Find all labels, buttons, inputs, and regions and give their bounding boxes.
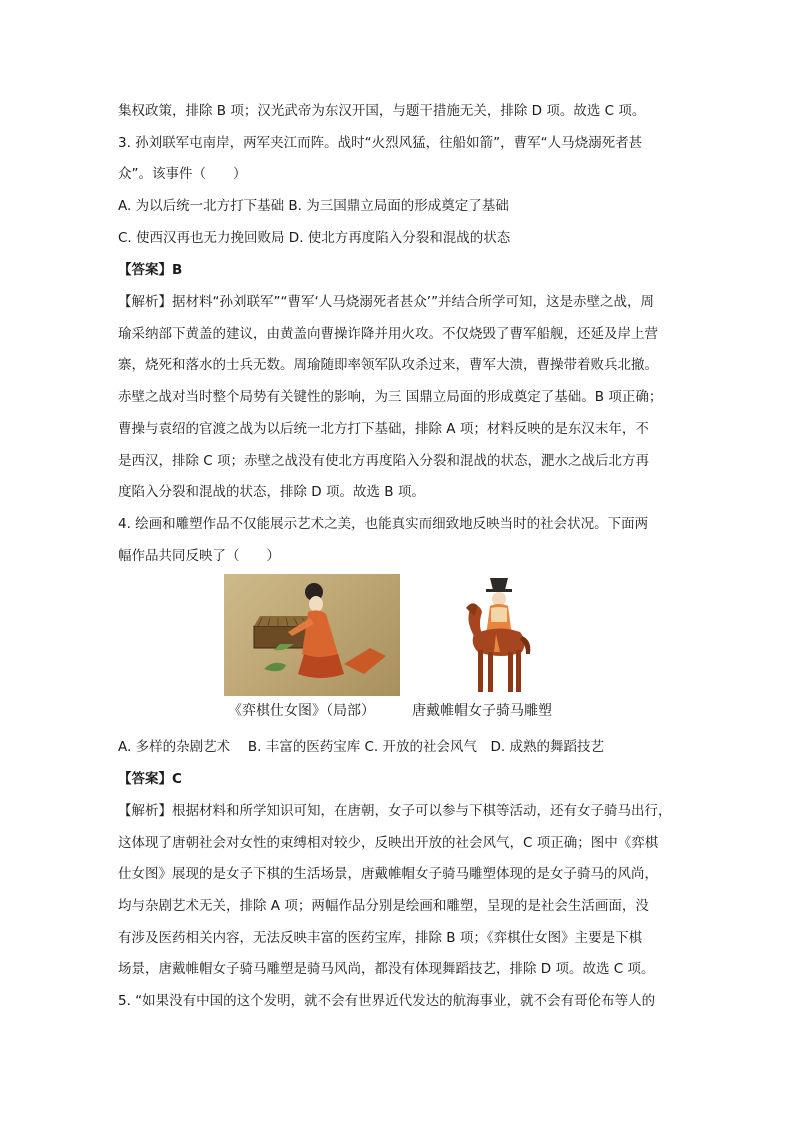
answer-label: 【答案】C bbox=[118, 771, 182, 787]
analysis-line: 寨，烧死和落水的士兵无数。周瑜随即率领军队攻杀过来，曹军大溃，曹操带着败兵北撤。 bbox=[118, 357, 658, 373]
question-4-stem-end: 幅作品共同反映了（ ） bbox=[118, 548, 280, 564]
rider-sculpture-image bbox=[444, 574, 554, 699]
question-4-stem: 4. 绘画和雕塑作品不仅能展示艺术之美，也能真实而细致地反映当时的社会状况。下面两 bbox=[118, 516, 649, 532]
question-3-options-cd: C. 使西汉再也无力挽回败局 D. 使北方再度陷入分裂和混战的状态 bbox=[118, 230, 511, 246]
analysis-line: 是西汉，排除 C 项；赤壁之战没有使北方再度陷入分裂和混战的状态，淝水之战后北方再 bbox=[118, 453, 650, 469]
sculpture-caption: 唐戴帷帽女子骑马雕塑 bbox=[412, 703, 552, 719]
analysis-line: 仕女图》展现的是女子下棋的生活场景，唐戴帷帽女子骑马雕塑体现的是女子骑马的风尚， bbox=[118, 866, 658, 882]
analysis-line: 瑜采纳部下黄盖的建议，由黄盖向曹操诈降并用火攻。不仅烧毁了曹军船舰，还延及岸上营 bbox=[118, 326, 658, 342]
question-5-stem: 5. “如果没有中国的这个发明，就不会有世界近代发达的航海事业，就不会有哥伦布等人的 bbox=[118, 993, 656, 1009]
figure-group bbox=[224, 574, 664, 724]
answer-label: 【答案】B bbox=[118, 262, 183, 278]
analysis-line: 赤壁之战对当时整个局势有关键性的影响，为三 国鼎立局面的形成奠定了基础。B 项正确； bbox=[118, 389, 663, 405]
painting-caption: 《弈棋仕女图》（局部） bbox=[228, 703, 375, 719]
analysis-line: 曹操与袁绍的官渡之战为以后统一北方打下基础，排除 A 项；材料反映的是东汉末年，不 bbox=[118, 421, 649, 437]
analysis-line: 有涉及医药相关内容，无法反映丰富的医药宝库，排除 B 项；《弈棋仕女图》主要是下棋 bbox=[118, 930, 643, 946]
text-line: 集权政策，排除 B 项；汉光武帝为东汉开国，与题干措施无关，排除 D 项。故选 C 项。 bbox=[118, 103, 646, 119]
question-3-stem: 3. 孙刘联军屯南岸，两军夹江而阵。战时“火烈风猛，往船如箭”，曹军“人马烧溺死者甚 bbox=[118, 135, 643, 151]
analysis-line: 均与杂剧艺术无关，排除 A 项；两幅作品分别是绘画和雕塑，呈现的是社会生活画面，没 bbox=[118, 898, 649, 914]
question-4-options: A. 多样的杂剧艺术 B. 丰富的医药宝库 C. 开放的社会风气 D. 成熟的舞蹈技艺 bbox=[118, 739, 604, 755]
analysis-line: 【解析】据材料“孙刘联军”“曹军‘人马烧溺死者甚众’”并结合所学可知，这是赤壁之战，周 bbox=[118, 294, 655, 310]
analysis-line: 【解析】根据材料和所学知识可知，在唐朝，女子可以参与下棋等活动，还有女子骑马出行， bbox=[118, 803, 672, 819]
go-painting-image bbox=[224, 574, 400, 696]
question-3-stem-end: 众”。该事件（ ） bbox=[118, 166, 247, 182]
analysis-line: 场景，唐戴帷帽女子骑马雕塑是骑马风尚，都没有体现舞蹈技艺，排除 D 项。故选 C 项。 bbox=[118, 961, 655, 977]
analysis-line: 这体现了唐朝社会对女性的束缚相对较少，反映出开放的社会风气，C 项正确；图中《弈棋 bbox=[118, 835, 659, 851]
question-3-options-ab: A. 为以后统一北方打下基础 B. 为三国鼎立局面的形成奠定了基础 bbox=[118, 198, 509, 214]
analysis-line: 度陷入分裂和混战的状态，排除 D 项。故选 B 项。 bbox=[118, 484, 425, 500]
